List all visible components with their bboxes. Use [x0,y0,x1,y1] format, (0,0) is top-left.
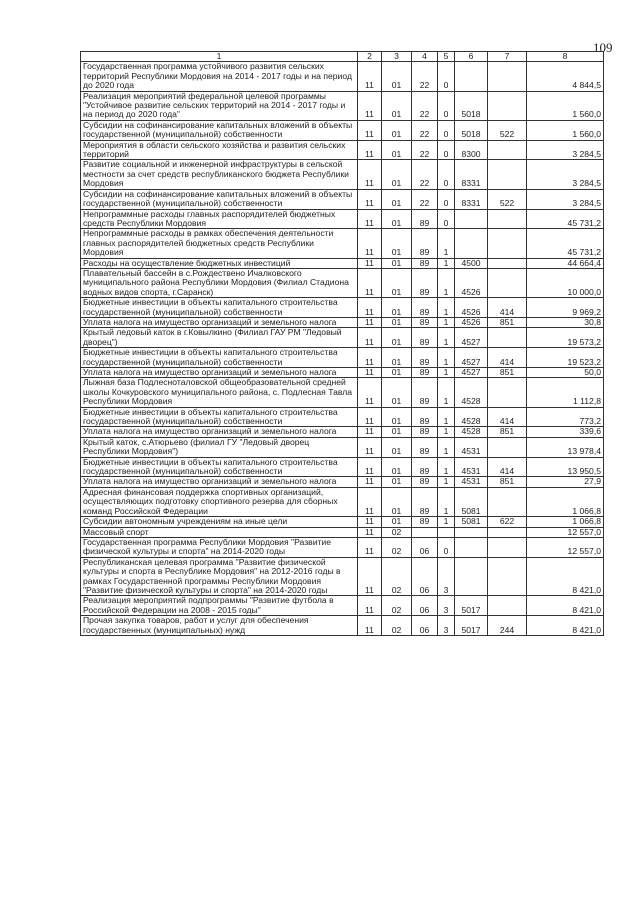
expense-type-cell [488,378,527,407]
subprogram-cell: 1 [438,258,455,268]
target-cell: 5081 [455,487,488,516]
section-cell: 11 [358,160,382,189]
section-cell: 11 [358,457,382,477]
expense-type-cell [488,91,527,120]
subsection-cell: 01 [382,140,412,160]
subsection-cell: 01 [382,209,412,229]
name-cell: Бюджетные инвестиции в объекты капитального строительства государственной (муниципальной) собственности [81,348,358,368]
subprogram-cell: 1 [438,378,455,407]
section-cell: 11 [358,348,382,368]
amount-cell: 1 560,0 [527,120,604,140]
table-row [81,328,604,348]
subsection-cell: 02 [382,596,412,616]
name-cell: Бюджетные инвестиции в объекты капитального строительства государственной (муниципальной) собственности [81,298,358,318]
amount-cell: 1 066,8 [527,487,604,516]
program-cell: 89 [412,229,438,258]
amount-cell: 1 066,8 [527,517,604,527]
amount-cell: 773,2 [527,407,604,427]
target-cell: 4528 [455,427,488,437]
section-cell: 11 [358,477,382,487]
name-cell: Уплата налога на имущество организаций и земельного налога [81,477,358,487]
amount-cell: 4 844,5 [527,62,604,91]
expense-type-cell [488,557,527,596]
subprogram-cell: 1 [438,407,455,427]
amount-cell: 30,8 [527,317,604,327]
table-row [81,616,604,636]
subprogram-cell: 0 [438,209,455,229]
name-cell: Субсидии на софинансирование капитальных вложений в объекты государственной (муниципальной) собственности [81,189,358,209]
name-cell: Мероприятия в области сельского хозяйства и развития сельских территорий [81,140,358,160]
subprogram-cell: 0 [438,160,455,189]
section-cell: 11 [358,140,382,160]
expense-type-cell: 522 [488,189,527,209]
program-cell: 22 [412,120,438,140]
target-cell: 8300 [455,140,488,160]
section-cell: 11 [358,596,382,616]
budget-table [80,51,604,636]
target-cell: 4526 [455,298,488,318]
name-cell: Крытый ледовый каток в г.Ковылкино (Филиал ГАУ РМ "Ледовый дворец") [81,328,358,348]
expense-type-cell [488,437,527,457]
target-cell [455,62,488,91]
table-row [81,477,604,487]
program-cell: 06 [412,596,438,616]
target-cell: 5018 [455,120,488,140]
expense-type-cell [488,258,527,268]
table-row [81,209,604,229]
target-cell [455,557,488,596]
program-cell: 89 [412,457,438,477]
subsection-cell: 01 [382,477,412,487]
section-cell: 11 [358,537,382,557]
header-cell: 6 [455,52,488,62]
program-cell: 89 [412,328,438,348]
target-cell: 4531 [455,457,488,477]
header-cell: 7 [488,52,527,62]
program-cell: 22 [412,160,438,189]
subsection-cell: 01 [382,91,412,120]
name-cell: Крытый каток, с.Атюрьево (филиал ГУ "Ледовый дворец Республики Мордовия") [81,437,358,457]
program-cell: 22 [412,91,438,120]
name-cell: Развитие социальной и инженерной инфраструктуры в сельской местности за счет средств республиканского бюджета Республики Мордовия [81,160,358,189]
amount-cell: 8 421,0 [527,616,604,636]
expense-type-cell: 414 [488,457,527,477]
program-cell: 22 [412,140,438,160]
table-row [81,268,604,297]
name-cell: Государственная программа Республики Мордовия "Развитие физической культуры и спорта" на 2014-2020 годы [81,537,358,557]
subprogram-cell: 0 [438,120,455,140]
subsection-cell: 01 [382,120,412,140]
amount-cell: 339,6 [527,427,604,437]
subprogram-cell: 0 [438,91,455,120]
section-cell: 11 [358,427,382,437]
expense-type-cell [488,596,527,616]
subsection-cell: 01 [382,348,412,368]
target-cell: 5081 [455,517,488,527]
section-cell: 11 [358,298,382,318]
target-cell [455,527,488,537]
section-cell: 11 [358,62,382,91]
subsection-cell: 01 [382,487,412,516]
expense-type-cell [488,537,527,557]
target-cell [455,229,488,258]
subprogram-cell: 1 [438,437,455,457]
program-cell: 89 [412,317,438,327]
subsection-cell: 01 [382,437,412,457]
amount-cell: 3 284,5 [527,140,604,160]
subprogram-cell: 1 [438,348,455,368]
target-cell: 4528 [455,407,488,427]
program-cell: 22 [412,189,438,209]
name-cell: Уплата налога на имущество организаций и земельного налога [81,427,358,437]
subprogram-cell: 1 [438,427,455,437]
program-cell: 89 [412,378,438,407]
expense-type-cell: 622 [488,517,527,527]
section-cell: 11 [358,91,382,120]
name-cell: Уплата налога на имущество организаций и земельного налога [81,368,358,378]
section-cell: 11 [358,557,382,596]
expense-type-cell: 851 [488,317,527,327]
section-cell: 11 [358,120,382,140]
subprogram-cell: 0 [438,140,455,160]
amount-cell: 13 950,5 [527,457,604,477]
amount-cell: 19 523,2 [527,348,604,368]
name-cell: Республиканская целевая программа "Развитие физической культуры и спорта в Республике Мордовия" на 2012-2016 годы в рамках Государственной программы Республики Мордовия "Развитие физической культуры и спорта" на 2014-2020 годы [81,557,358,596]
subprogram-cell: 1 [438,517,455,527]
target-cell: 4531 [455,437,488,457]
header-cell: 1 [81,52,358,62]
table-row [81,348,604,368]
subprogram-cell: 1 [438,317,455,327]
name-cell: Лыжная база Подлесноталовской общеобразовательной средней школы Кочкуровского муниципального района, с. Подлесная Тавла Республики Мордовия [81,378,358,407]
subprogram-cell: 3 [438,557,455,596]
table-row [81,317,604,327]
expense-type-cell [488,160,527,189]
section-cell: 11 [358,258,382,268]
name-cell: Реализация мероприятий федеральной целевой программы "Устойчивое развитие сельских территорий на 2014 - 2017 годы и на период до 2020 года" [81,91,358,120]
name-cell: Непрограммные расходы в рамках обеспечения деятельности главных распорядителей бюджетных средств Республики Мордовия [81,229,358,258]
amount-cell: 3 284,5 [527,189,604,209]
name-cell: Прочая закупка товаров, работ и услуг для обеспечения государственных (муниципальных) нужд [81,616,358,636]
subsection-cell: 01 [382,189,412,209]
subsection-cell: 01 [382,328,412,348]
program-cell: 06 [412,537,438,557]
program-cell: 06 [412,557,438,596]
header-cell: 4 [412,52,438,62]
program-cell: 89 [412,258,438,268]
target-cell: 4526 [455,268,488,297]
target-cell: 4500 [455,258,488,268]
program-cell: 89 [412,407,438,427]
program-cell [412,527,438,537]
subsection-cell: 01 [382,317,412,327]
name-cell: Бюджетные инвестиции в объекты капитального строительства государственной (муниципальной) собственности [81,457,358,477]
name-cell: Реализация мероприятий подпрограммы "Развитие футбола в Российской Федерации на 2008 - 2015 годы" [81,596,358,616]
program-cell: 89 [412,477,438,487]
expense-type-cell: 522 [488,120,527,140]
expense-type-cell [488,209,527,229]
table-row [81,457,604,477]
table-row [81,427,604,437]
section-cell: 11 [358,368,382,378]
target-cell: 4528 [455,378,488,407]
subsection-cell: 01 [382,62,412,91]
program-cell: 89 [412,368,438,378]
amount-cell: 12 557,0 [527,527,604,537]
name-cell: Расходы на осуществление бюджетных инвестиций [81,258,358,268]
header-cell: 3 [382,52,412,62]
table-row [81,368,604,378]
program-cell: 89 [412,427,438,437]
section-cell: 11 [358,317,382,327]
name-cell: Уплата налога на имущество организаций и земельного налога [81,317,358,327]
subsection-cell: 01 [382,517,412,527]
amount-cell: 10 000,0 [527,268,604,297]
subprogram-cell: 0 [438,537,455,557]
table-row [81,258,604,268]
amount-cell: 3 284,5 [527,160,604,189]
expense-type-cell: 414 [488,298,527,318]
target-cell: 4531 [455,477,488,487]
subsection-cell: 01 [382,457,412,477]
subprogram-cell: 1 [438,328,455,348]
program-cell: 89 [412,298,438,318]
name-cell: Массовый спорт [81,527,358,537]
expense-type-cell: 851 [488,477,527,487]
amount-cell: 50,0 [527,368,604,378]
table-row [81,557,604,596]
table-row [81,407,604,427]
table-row [81,487,604,516]
section-cell: 11 [358,407,382,427]
page-number: 109 [593,40,613,55]
amount-cell: 8 421,0 [527,596,604,616]
name-cell: Государственная программа устойчивого развития сельских территорий Республики Мордовия на 2014 - 2017 годы и на период до 2020 года [81,62,358,91]
section-cell: 11 [358,189,382,209]
expense-type-cell [488,328,527,348]
subsection-cell: 01 [382,229,412,258]
subprogram-cell: 1 [438,487,455,516]
table-row [81,189,604,209]
subprogram-cell: 1 [438,368,455,378]
program-cell: 89 [412,437,438,457]
section-cell: 11 [358,527,382,537]
name-cell: Плавательный бассейн в с.Рождествено Ичалковского муниципального района Республики Мордовия (Филиал Стадиона водных видов спорта, г.Саранск) [81,268,358,297]
name-cell: Субсидии автономным учреждениям на иные цели [81,517,358,527]
amount-cell: 27,9 [527,477,604,487]
expense-type-cell: 851 [488,427,527,437]
amount-cell: 9 969,2 [527,298,604,318]
expense-type-cell [488,487,527,516]
table-row [81,120,604,140]
amount-cell: 12 557,0 [527,537,604,557]
subprogram-cell: 1 [438,457,455,477]
amount-cell: 44 664,4 [527,258,604,268]
target-cell: 4527 [455,328,488,348]
name-cell: Адресная финансовая поддержка спортивных организаций, осуществляющих подготовку спортивного резерва для сборных команд Российской Федерации [81,487,358,516]
subsection-cell: 02 [382,616,412,636]
header-cell: 8 [527,52,604,62]
table-row [81,537,604,557]
subsection-cell: 01 [382,268,412,297]
target-cell: 8331 [455,160,488,189]
amount-cell: 1 112,8 [527,378,604,407]
section-cell: 11 [358,209,382,229]
name-cell: Бюджетные инвестиции в объекты капитального строительства государственной (муниципальной) собственности [81,407,358,427]
target-cell [455,209,488,229]
subprogram-cell: 1 [438,268,455,297]
amount-cell: 45 731,2 [527,229,604,258]
subprogram-cell: 1 [438,298,455,318]
section-cell: 11 [358,268,382,297]
subprogram-cell: 1 [438,229,455,258]
expense-type-cell [488,140,527,160]
amount-cell: 19 573,2 [527,328,604,348]
header-cell: 5 [438,52,455,62]
expense-type-cell [488,527,527,537]
amount-cell: 45 731,2 [527,209,604,229]
target-cell: 8331 [455,189,488,209]
section-cell: 11 [358,517,382,527]
target-cell: 5017 [455,616,488,636]
table-body [81,62,604,636]
section-cell: 11 [358,229,382,258]
name-cell: Субсидии на софинансирование капитальных вложений в объекты государственной (муниципальной) собственности [81,120,358,140]
subprogram-cell [438,527,455,537]
table-row [81,91,604,120]
subsection-cell: 01 [382,378,412,407]
expense-type-cell: 414 [488,407,527,427]
target-cell [455,537,488,557]
section-cell: 11 [358,378,382,407]
table-row [81,378,604,407]
table-row [81,140,604,160]
table-row [81,160,604,189]
subprogram-cell: 1 [438,477,455,487]
subsection-cell: 01 [382,407,412,427]
expense-type-cell [488,268,527,297]
program-cell: 89 [412,487,438,516]
table-row [81,517,604,527]
target-cell: 4527 [455,368,488,378]
table-row [81,229,604,258]
target-cell: 4527 [455,348,488,368]
program-cell: 22 [412,62,438,91]
subprogram-cell: 3 [438,616,455,636]
target-cell: 5017 [455,596,488,616]
expense-type-cell: 414 [488,348,527,368]
subprogram-cell: 3 [438,596,455,616]
program-cell: 89 [412,268,438,297]
subsection-cell: 01 [382,368,412,378]
program-cell: 89 [412,517,438,527]
table-row [81,437,604,457]
name-cell: Непрограммные расходы главных распорядителей бюджетных средств Республики Мордовия [81,209,358,229]
subsection-cell: 02 [382,537,412,557]
expense-type-cell [488,229,527,258]
target-cell: 5018 [455,91,488,120]
amount-cell: 13 978,4 [527,437,604,457]
expense-type-cell: 244 [488,616,527,636]
table-row [81,596,604,616]
section-cell: 11 [358,487,382,516]
subprogram-cell: 0 [438,189,455,209]
section-cell: 11 [358,616,382,636]
subsection-cell: 01 [382,160,412,189]
subsection-cell: 01 [382,427,412,437]
header-cell: 2 [358,52,382,62]
subsection-cell: 02 [382,527,412,537]
section-cell: 11 [358,437,382,457]
subsection-cell: 02 [382,557,412,596]
subsection-cell: 01 [382,258,412,268]
program-cell: 06 [412,616,438,636]
amount-cell: 8 421,0 [527,557,604,596]
table-row [81,527,604,537]
section-cell: 11 [358,328,382,348]
program-cell: 89 [412,209,438,229]
amount-cell: 1 560,0 [527,91,604,120]
table-row [81,62,604,91]
subsection-cell: 01 [382,298,412,318]
target-cell: 4526 [455,317,488,327]
header-row [81,52,604,62]
expense-type-cell [488,62,527,91]
program-cell: 89 [412,348,438,368]
table-row [81,298,604,318]
subprogram-cell: 0 [438,62,455,91]
expense-type-cell: 851 [488,368,527,378]
